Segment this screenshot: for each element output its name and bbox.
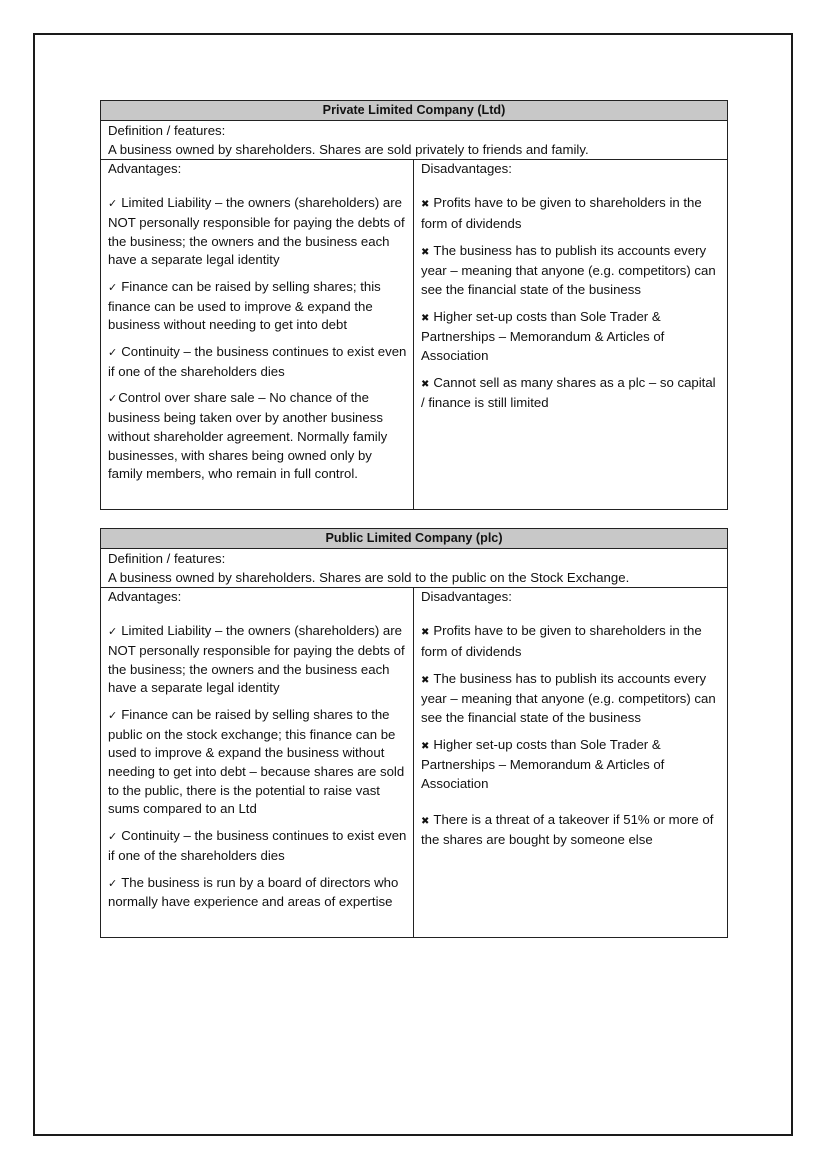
plc-advantage-item: ✓ The business is run by a board of directors who normally have experience and areas of expertise <box>108 874 399 910</box>
ltd-advantages-label: Advantages: <box>108 161 182 177</box>
ltd-advantage-item: ✓ Finance can be raised by selling shares; this finance can be used to improve & expand the business without needing to get into debt <box>108 278 381 333</box>
cross-icon: ✖ <box>421 378 430 390</box>
plc-definition-text: A business owned by shareholders. Shares are sold to the public on the Stock Exchange. <box>108 569 630 585</box>
ltd-definition <box>101 121 727 160</box>
cross-icon: ✖ <box>421 627 430 639</box>
check-icon: ✓ <box>108 876 118 890</box>
cross-icon: ✖ <box>421 740 430 752</box>
plc-table <box>100 528 728 938</box>
plc-disadvantage-item: ✖ Higher set-up costs than Sole Trader & Partnerships – Memorandum & Articles of Association <box>421 736 665 792</box>
ltd-advantage-item: ✓ Limited Liability – the owners (shareholders) are NOT personally responsible for paying the debts of the business; the owners and the business each have a separate legal identity <box>108 195 405 268</box>
ltd-disadvantages-label: Disadvantages: <box>421 161 512 177</box>
check-icon: ✓ <box>108 830 118 844</box>
plc-advantage-item: ✓ Finance can be raised by selling shares to the public on the stock exchange; this finance can be used to improve & expand the business without needing to get into debt – because shares are sold to the public, there is the potential to raise vast sums compared to an Ltd <box>108 706 405 817</box>
check-icon: ✓ <box>108 625 118 639</box>
ltd-definition-label: Definition / features: <box>108 123 226 138</box>
check-icon: ✓ <box>108 280 118 294</box>
ltd-disadvantages-column <box>414 160 727 509</box>
ltd-disadvantage-item: ✖ Cannot sell as many shares as a plc – so capital / finance is still limited <box>421 374 716 411</box>
plc-disadvantage-item: ✖ The business has to publish its accounts every year – meaning that anyone (e.g. competitors) can see the financial state of the business <box>421 670 716 725</box>
cross-icon: ✖ <box>421 815 430 827</box>
ltd-advantages-column <box>101 160 414 509</box>
ltd-columns <box>101 160 727 509</box>
plc-disadvantages-column <box>414 588 727 937</box>
check-icon: ✓ <box>108 197 118 211</box>
ltd-definition-text: A business owned by shareholders. Shares are sold privately to friends and family. <box>108 141 589 157</box>
ltd-advantage-item: ✓Control over share sale – No chance of the business being taken over by another business without shareholder agreement. Normally family businesses, with shares being owned only by family members, who remain in full control. <box>108 390 388 482</box>
plc-disadvantage-item: ✖ There is a threat of a takeover if 51% or more of the shares are bought by someone else <box>421 811 714 848</box>
cross-icon: ✖ <box>421 199 430 211</box>
plc-advantage-item: ✓ Continuity – the business continues to exist even if one of the shareholders dies <box>108 828 407 863</box>
cross-icon: ✖ <box>421 674 430 686</box>
ltd-table-title: Private Limited Company (Ltd) <box>101 101 727 121</box>
check-icon: ✓ <box>108 708 118 722</box>
plc-definition-label: Definition / features: <box>108 551 226 566</box>
cross-icon: ✖ <box>421 246 430 258</box>
ltd-disadvantage-item: ✖ Profits have to be given to shareholders in the form of dividends <box>421 195 702 231</box>
ltd-advantage-item: ✓ Continuity – the business continues to exist even if one of the shareholders dies <box>108 344 407 379</box>
ltd-table <box>100 100 728 510</box>
plc-disadvantages-label: Disadvantages: <box>421 589 512 605</box>
plc-definition <box>101 549 727 588</box>
ltd-disadvantage-item: ✖ The business has to publish its accounts every year – meaning that anyone (e.g. competitors) can see the financial state of the business <box>421 242 716 297</box>
plc-columns <box>101 588 727 937</box>
check-icon: ✓ <box>108 392 118 406</box>
cross-icon: ✖ <box>421 312 430 324</box>
check-icon: ✓ <box>108 346 118 360</box>
plc-advantages-label: Advantages: <box>108 589 182 605</box>
plc-advantage-item: ✓ Limited Liability – the owners (shareholders) are NOT personally responsible for paying the debts of the business; the owners and the business each have a separate legal identity <box>108 623 405 696</box>
plc-advantages-column <box>101 588 414 937</box>
ltd-disadvantage-item: ✖ Higher set-up costs than Sole Trader & Partnerships – Memorandum & Articles of Association <box>421 308 665 364</box>
plc-table-title: Public Limited Company (plc) <box>101 529 727 549</box>
plc-disadvantage-item: ✖ Profits have to be given to shareholders in the form of dividends <box>421 623 702 659</box>
